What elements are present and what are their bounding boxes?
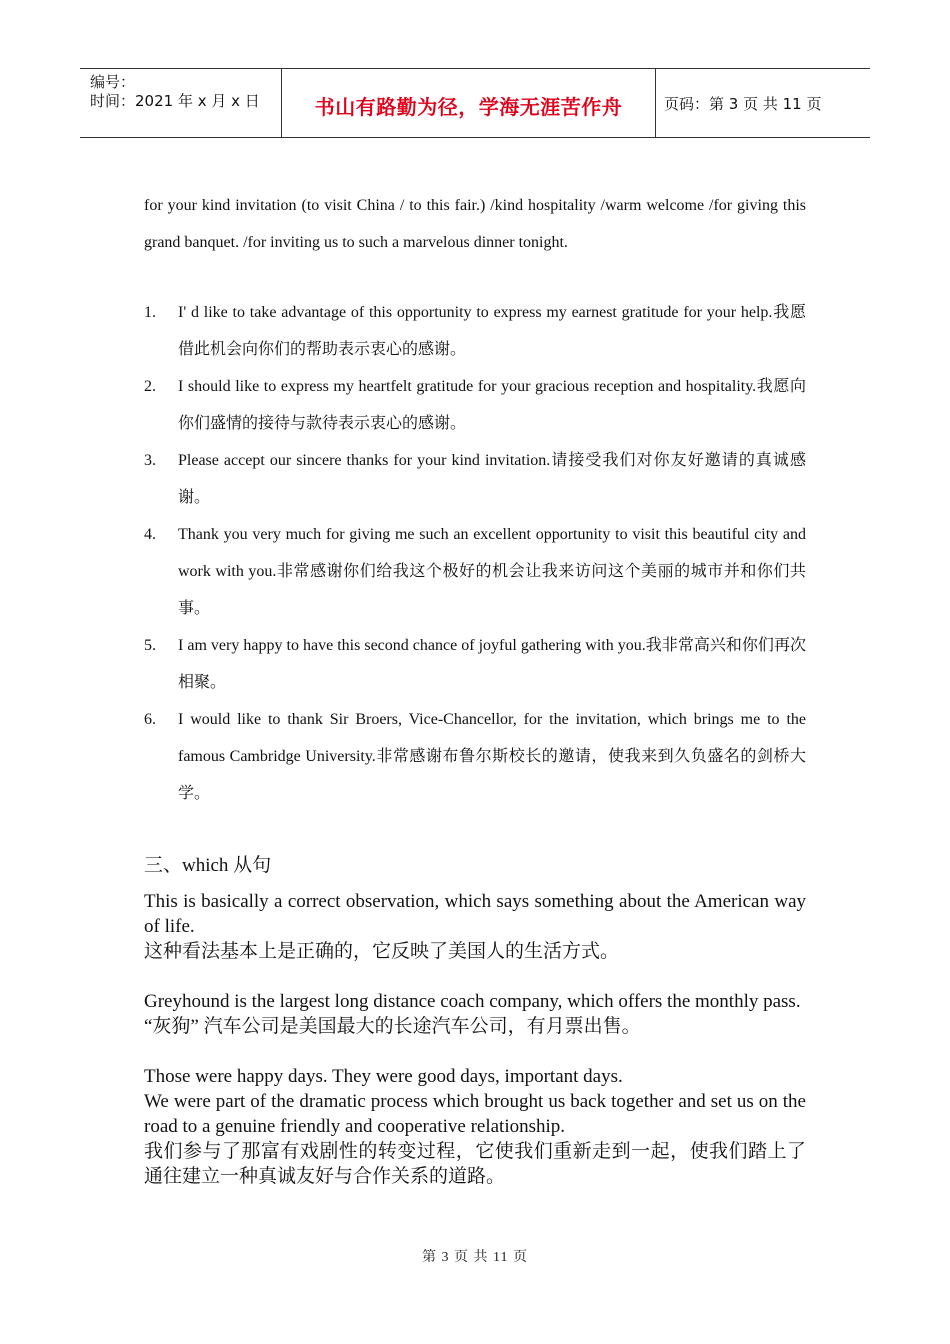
example-block-2 [144,989,806,1039]
list-item [144,294,806,368]
example-english: Those were happy days. They were good days, important days. [144,1066,623,1087]
list-item-number: 4. [144,526,156,543]
list-item-number: 2. [144,378,156,395]
list-item-text: I should like to express my heartfelt gratitude for your gracious reception and hospitality.我愿向你们盛情的接待与款待表示衷心的感谢。 [178,378,806,432]
header-page-info: 页码：第 3 页 共 11 页 [664,95,822,113]
header-motto: 书山有路勤为径，学海无涯苦作舟 [314,95,623,119]
example-english: Greyhound is the largest long distance coach company, which offers the monthly pass. [144,991,801,1012]
header-motto-cell [282,69,656,137]
section-title: 三、which 从句 [144,855,272,876]
page-footer: 第 3 页 共 11 页 [422,1250,528,1265]
document-date-label: 时间：2021 年 x 月 x 日 [90,92,260,110]
list-item-number: 1. [144,304,156,321]
intro-paragraph: for your kind invitation (to visit China / to this fair.) /kind hospitality /warm welcome /for giving this grand banquet. /for inviting us to such a marvelous dinner tonight. [144,197,806,251]
list-item [144,368,806,442]
header-page-cell [656,69,870,137]
example-block-1 [144,889,806,964]
example-chinese: “灰狗” 汽车公司是美国最大的长途汽车公司，有月票出售。 [144,1016,641,1037]
list-item-text: I would like to thank Sir Broers, Vice-Chancellor, for the invitation, which brings me to the famous Cambridge University.非常感谢布鲁尔斯校长的邀请，使我来到久负盛名的剑桥大学。 [178,711,806,802]
list-item [144,627,806,701]
page-header [80,68,870,138]
document-number-label: 编号： [90,73,136,91]
example-chinese: 这种看法基本上是正确的，它反映了美国人的生活方式。 [144,941,620,962]
example-english: We were part of the dramatic process which brought us back together and set us on the road to a genuine friendly and cooperative relationship. [144,1091,806,1137]
example-chinese: 我们参与了那富有戏剧性的转变过程，它使我们重新走到一起，使我们踏上了通往建立一种真诚友好与合作关系的道路。 [144,1141,806,1187]
list-item-text: I' d like to take advantage of this opportunity to express my earnest gratitude for your help.我愿借此机会向你们的帮助表示衷心的感谢。 [178,304,806,358]
list-item-number: 5. [144,637,156,654]
list-item-number: 6. [144,711,156,728]
header-meta-cell [80,69,282,137]
list-item [144,442,806,516]
list-item-text: Please accept our sincere thanks for your kind invitation.请接受我们对你友好邀请的真诚感谢。 [178,452,806,506]
list-item-text: Thank you very much for giving me such an excellent opportunity to visit this beautiful city and work with you.非常感谢你们给我这个极好的机会让我来访问这个美丽的城市并和你们共事。 [178,526,806,617]
list-item [144,516,806,627]
example-block-3 [144,1064,806,1189]
example-english: This is basically a correct observation, which says something about the American way of life. [144,891,806,937]
list-item-number: 3. [144,452,156,469]
list-item [144,701,806,812]
list-item-text: I am very happy to have this second chance of joyful gathering with you.我非常高兴和你们再次相聚。 [178,637,806,691]
sentence-list [144,294,806,812]
